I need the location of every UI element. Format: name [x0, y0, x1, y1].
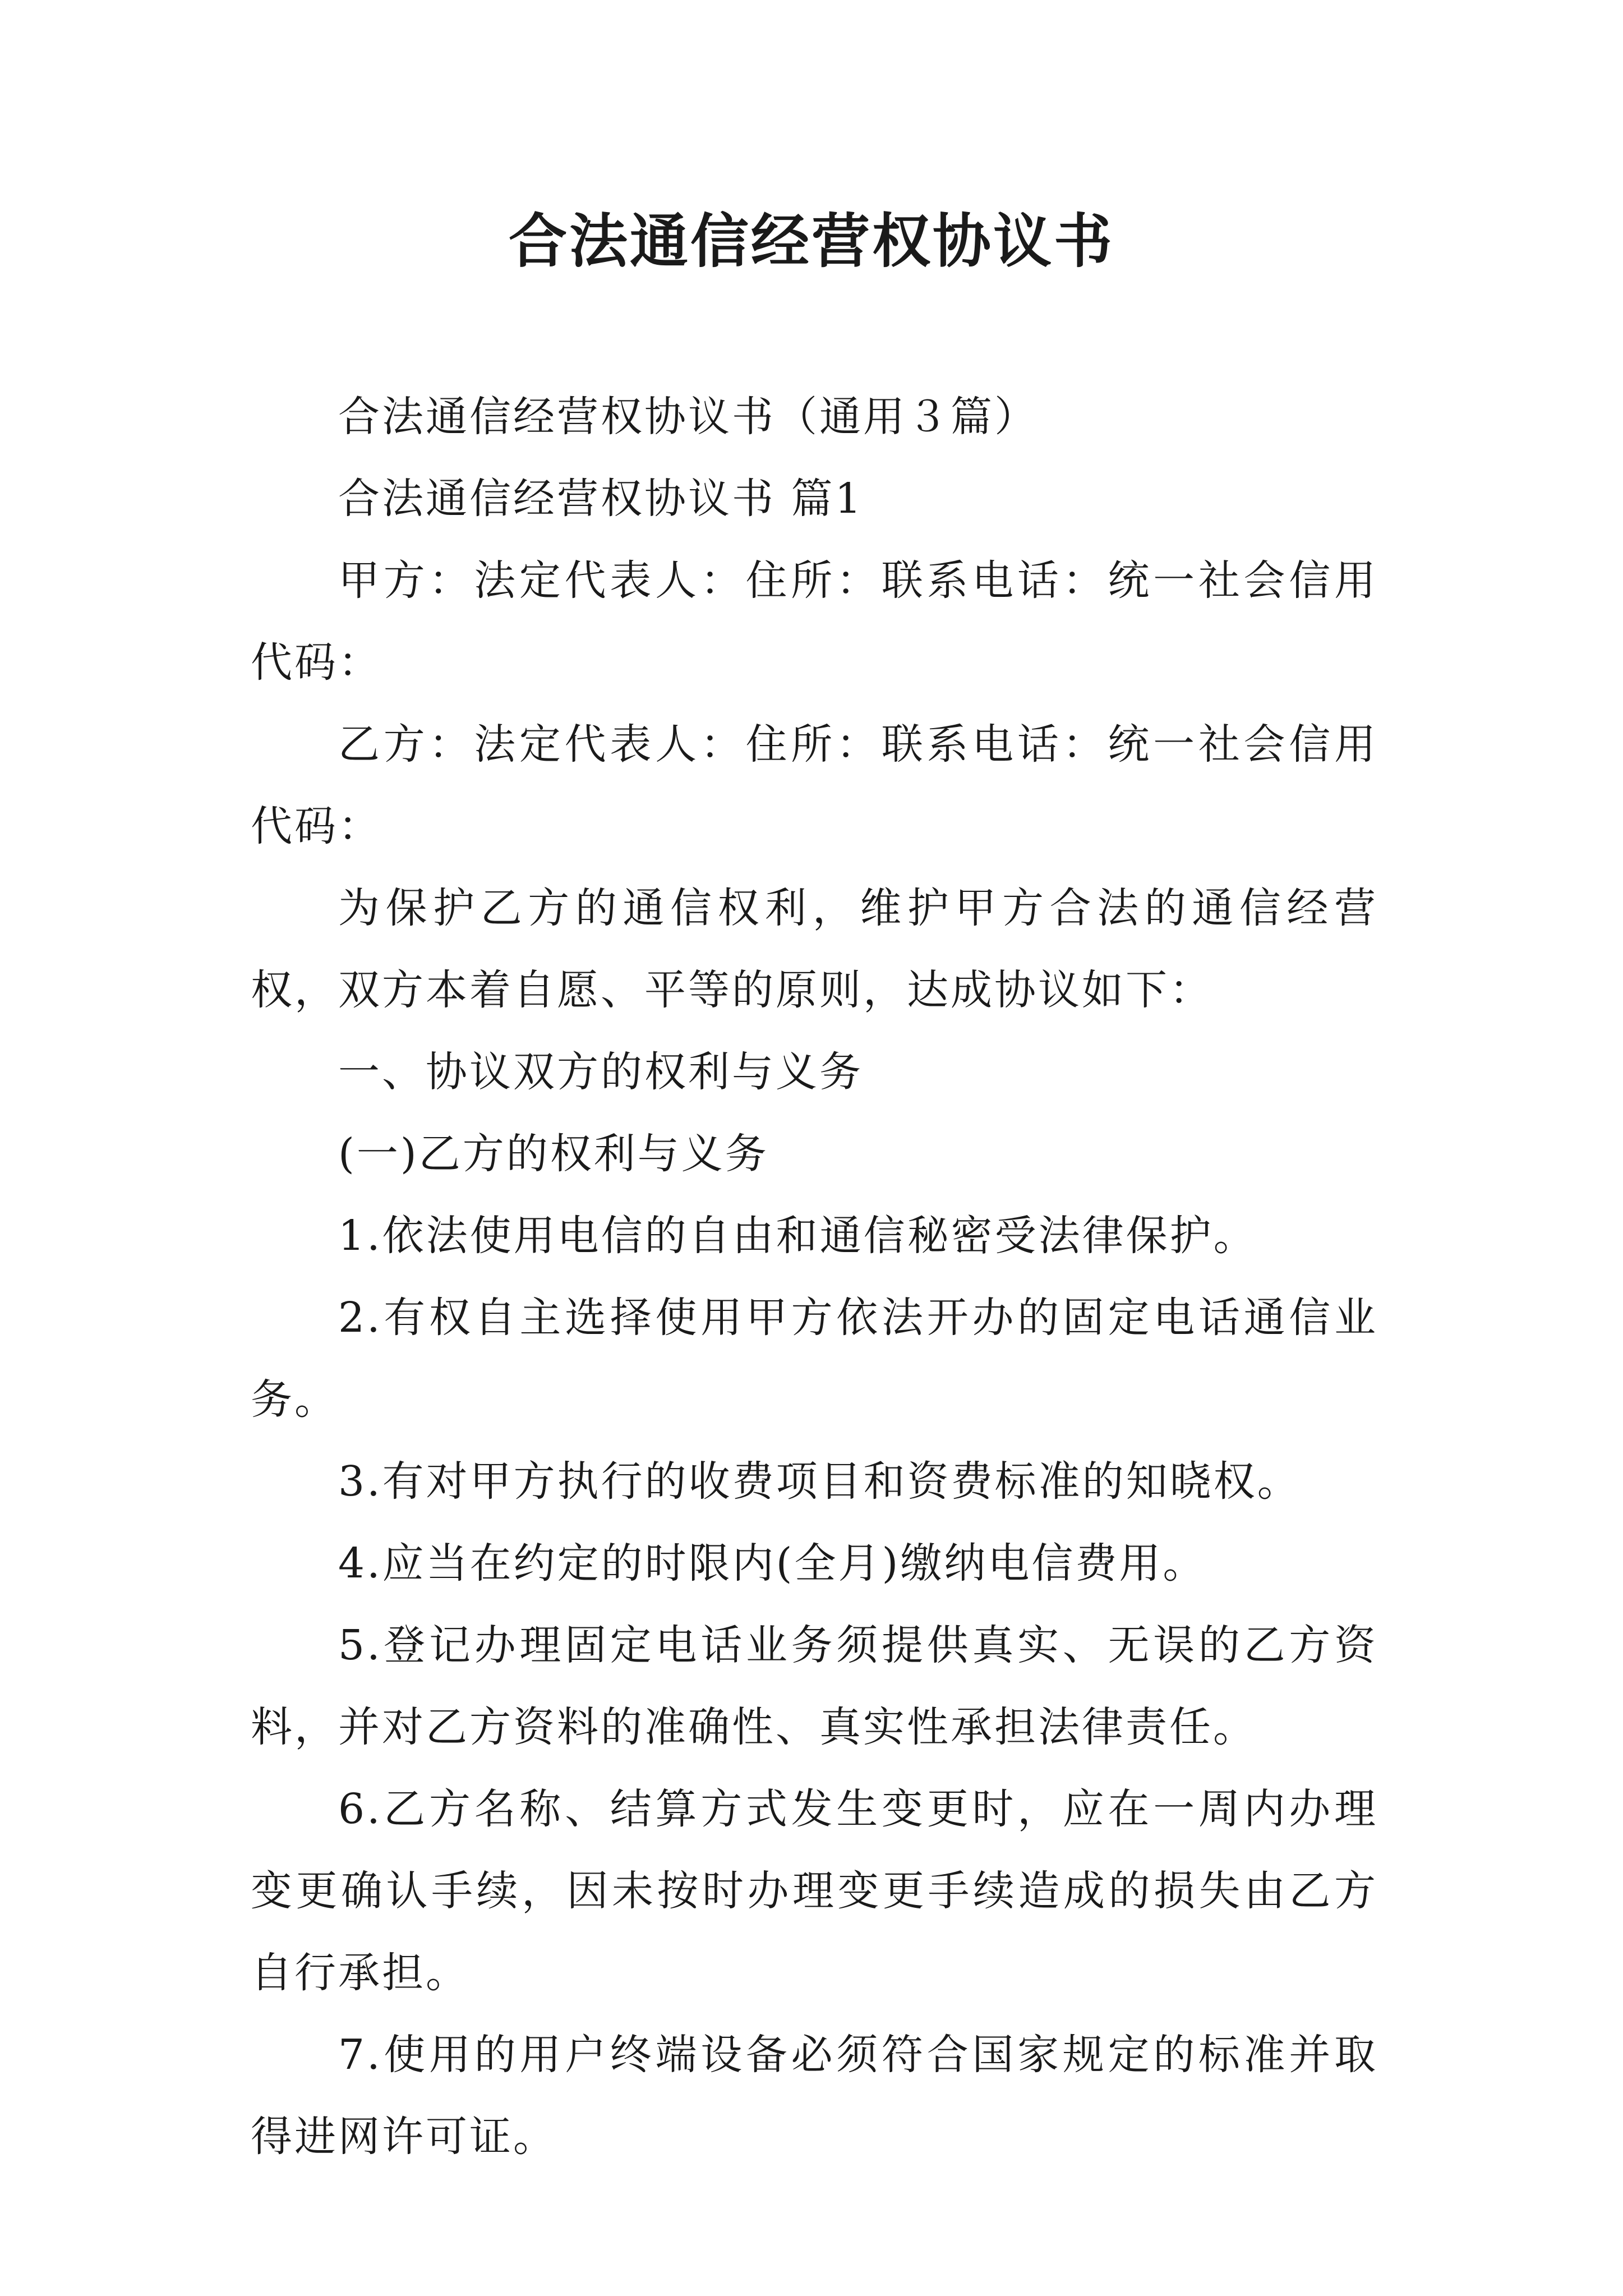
- paragraph-item-4: 4.应当在约定的时限内(全月)缴纳电信费用。: [338, 1539, 1207, 1588]
- paragraph-item-3: 3.有对甲方执行的收费项目和资费标准的知晓权。: [338, 1457, 1301, 1506]
- paragraph-preamble: 为保护乙方的通信权利，维护甲方合法的通信经营权，双方本着自愿、平等的原则，达成协议如下：: [251, 884, 1378, 1014]
- paragraph-subtitle: 合法通信经营权协议书（通用３篇）: [338, 393, 1038, 441]
- paragraph-item-5: 5.登记办理固定电话业务须提供真实、无误的乙方资料，并对乙方资料的准确性、真实性承担法律责任。: [251, 1621, 1378, 1751]
- paragraph-item-6: 6.乙方名称、结算方式发生变更时，应在一周内办理变更确认手续，因未按时办理变更手续造成的损失由乙方自行承担。: [251, 1785, 1378, 1997]
- paragraph-item-2: 2.有权自主选择使用甲方依法开办的固定电话通信业务。: [251, 1294, 1378, 1424]
- paragraph-section-heading: 合法通信经营权协议书 篇1: [338, 475, 864, 523]
- document-body: [251, 376, 1378, 2178]
- paragraph-party-b: 乙方：法定代表人：住所：联系电话：统一社会信用代码：: [251, 720, 1378, 850]
- paragraph-item-1: 1.依法使用电信的自由和通信秘密受法律保护。: [338, 1212, 1257, 1260]
- paragraph-party-a: 甲方：法定代表人：住所：联系电话：统一社会信用代码：: [251, 556, 1378, 687]
- paragraph-subclause-heading: (一)乙方的权利与义务: [338, 1130, 769, 1178]
- paragraph-item-7: 7.使用的用户终端设备必须符合国家规定的标准并取得进网许可证。: [251, 2031, 1378, 2161]
- document-title: 合法通信经营权协议书: [508, 206, 1114, 275]
- paragraph-clause-heading: 一、协议双方的权利与义务: [338, 1048, 863, 1096]
